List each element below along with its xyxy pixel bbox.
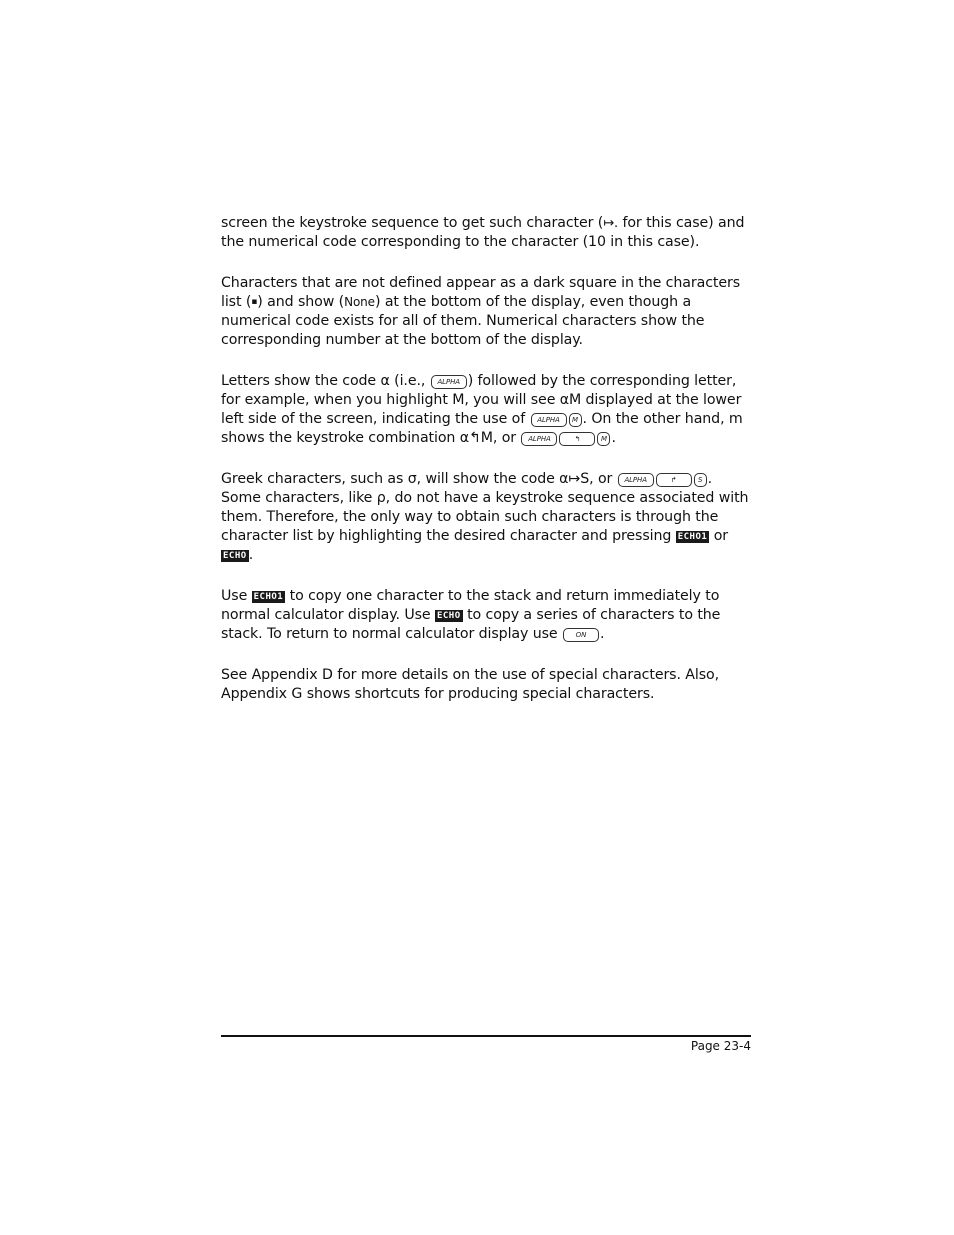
text: Use: [221, 588, 252, 604]
echo-softkey-icon: ECHO: [436, 611, 461, 621]
alpha-key-icon: ALPHA: [431, 375, 467, 389]
echo-softkey-icon: ECHO: [223, 551, 247, 561]
m-key-icon: M: [597, 432, 610, 446]
alpha-key-icon: ALPHA: [521, 432, 557, 446]
text: to copy one character to the stack and return immediately to normal calculator display. Use: [221, 588, 720, 623]
right-shift-key-icon: ↱: [656, 473, 692, 487]
s-key-icon: S: [694, 473, 707, 487]
text: Letters show the code α (i.e.,: [221, 373, 430, 389]
right-shift-dot-glyph: ↦.: [603, 216, 619, 231]
on-key-icon: ON: [563, 628, 599, 642]
text: . Some characters, like ρ, do not have a keystroke sequence associated with them. Therefore, the only way to obtain such characters is through the character list by highlighting the desired character and pressing: [221, 471, 749, 544]
text: Characters that are not defined appear as a dark square in the characters list (: [221, 275, 741, 310]
alpha-key-icon: ALPHA: [531, 413, 567, 427]
paragraph-echo-usage: [221, 587, 751, 644]
text: screen the keystroke sequence to get such character (: [221, 215, 604, 231]
alpha-key-icon: ALPHA: [618, 473, 654, 487]
text: or: [709, 528, 729, 544]
echo1-softkey-icon: ECHO1: [253, 592, 284, 602]
text: .: [599, 626, 605, 642]
dark-square-icon: ▪: [251, 297, 258, 307]
paragraph-greek-characters: [221, 470, 751, 565]
paragraph-letters: [221, 372, 751, 448]
text: Greek characters, such as σ, will show the code α↦S, or: [221, 471, 617, 487]
echo1-softkey-icon: ECHO1: [677, 532, 708, 542]
paragraph-keystroke-sequence: [221, 214, 751, 252]
left-shift-key-icon: ↰: [559, 432, 595, 446]
text: .: [248, 547, 254, 563]
none-label: None: [344, 295, 375, 309]
document-body: [221, 214, 751, 726]
text: ) at the bottom of the display, even though a numerical code exists for all of them. Numerical characters show the corresponding number at the bottom of the display.: [221, 294, 705, 348]
text: to copy a series of characters to the stack. To return to normal calculator display use: [221, 607, 721, 642]
text: . On the other hand, m shows the keystroke combination α↰M, or: [221, 411, 743, 446]
paragraph-appendix-reference: See Appendix D for more details on the use of special characters. Also, Appendix G shows shortcuts for producing special characters.: [221, 667, 720, 702]
footer-rule: [221, 1035, 751, 1037]
text: .: [611, 430, 616, 446]
paragraph-undefined-characters: [221, 274, 751, 350]
m-key-icon: M: [569, 413, 582, 427]
text: for this case) and the numerical code corresponding to the character (10 in this case).: [221, 215, 745, 250]
text: ) and show (: [257, 294, 345, 310]
page-number: Page 23-4: [690, 1039, 751, 1053]
text: ) followed by the corresponding letter, for example, when you highlight M, you will see αM displayed at the lower left side of the screen, indicating the use of: [221, 373, 742, 427]
